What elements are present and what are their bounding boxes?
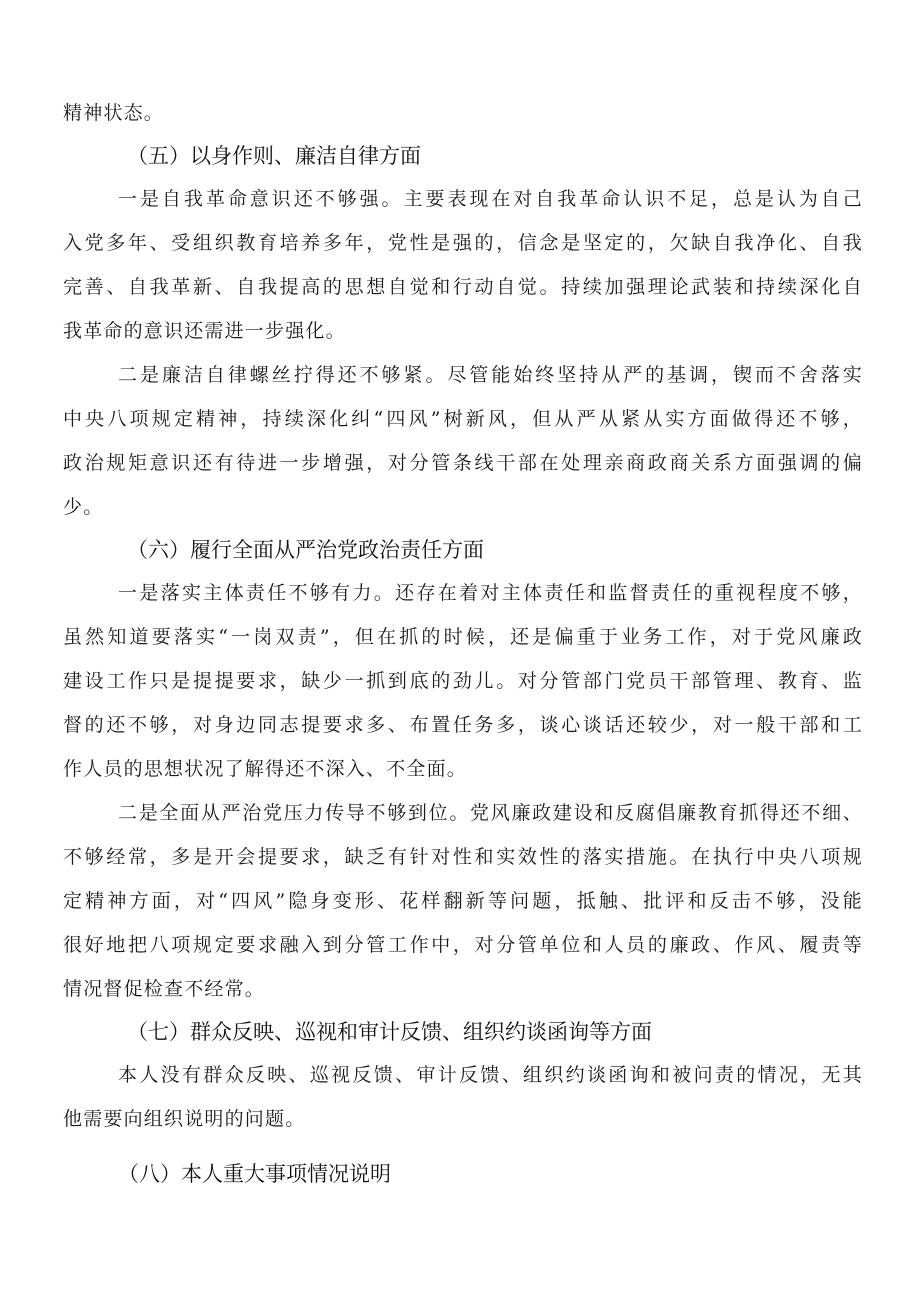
paragraph-line: 一是自我革命意识还不够强。主要表现在对自我革命认识不足，总是认为自己 (118, 188, 863, 210)
paragraph-line: 作人员的思想状况了解得还不深入、不全面。 (63, 758, 468, 780)
paragraph-line: 督的还不够，对身边同志提要求多、布置任务多，谈心谈话还较少，对一般干部和工 (63, 714, 863, 736)
paragraph-line: 中央八项规定精神，持续深化纠“四风”树新风，但从严从紧从实方面做得还不够， (63, 408, 863, 430)
paragraph-line: 二是全面从严治党压力传导不够到位。党风廉政建设和反腐倡廉教育抓得还不细、 (118, 802, 863, 824)
paragraph-line: 不够经常，多是开会提要求，缺乏有针对性和实效性的落实措施。在执行中央八项规 (63, 846, 863, 868)
section-heading-8: （八）本人重大事项情况说明 (118, 1162, 391, 1186)
section-heading-5: （五）以身作则、廉洁自律方面 (127, 144, 421, 168)
paragraph-line: 二是廉洁自律螺丝拧得还不够紧。尽管能始终坚持从严的基调，锲而不舍落实 (118, 364, 863, 386)
paragraph-line: 政治规矩意识还有待进一步增强，对分管条线干部在处理亲商政商关系方面强调的偏 (63, 452, 863, 474)
paragraph-line: 本人没有群众反映、巡视反馈、审计反馈、组织约谈函询和被问责的情况，无其 (118, 1064, 863, 1086)
paragraph-line: 很好地把八项规定要求融入到分管工作中，对分管单位和人员的廉政、作风、履责等 (63, 934, 863, 956)
paragraph-line: 情况督促检查不经常。 (63, 978, 266, 1000)
paragraph-line: 定精神方面，对“四风”隐身变形、花样翻新等问题，抵触、批评和反击不够，没能 (63, 890, 863, 912)
paragraph-line: 建设工作只是提提要求，缺少一抓到底的劲儿。对分管部门党员干部管理、教育、监 (63, 670, 863, 692)
paragraph-line: 精神状态。 (63, 102, 165, 124)
paragraph-line: 虽然知道要落实“一岗双责”，但在抓的时候，还是偏重于业务工作，对于党风廉政 (63, 626, 863, 648)
section-heading-7: （七）群众反映、巡视和审计反馈、组织约谈函询等方面 (127, 1020, 652, 1044)
paragraph-line: 一是落实主体责任不够有力。还存在着对主体责任和监督责任的重视程度不够， (118, 582, 863, 604)
paragraph-line: 我革命的意识还需进一步强化。 (63, 320, 346, 342)
paragraph-line: 少。 (63, 496, 104, 518)
section-heading-6: （六）履行全面从严治党政治责任方面 (127, 538, 484, 562)
paragraph-line: 入党多年、受组织教育培养多年，党性是强的，信念是坚定的，欠缺自我净化、自我 (63, 232, 863, 254)
paragraph-line: 完善、自我革新、自我提高的思想自觉和行动自觉。持续加强理论武装和持续深化自 (63, 276, 863, 298)
paragraph-line: 他需要向组织说明的问题。 (63, 1108, 306, 1130)
